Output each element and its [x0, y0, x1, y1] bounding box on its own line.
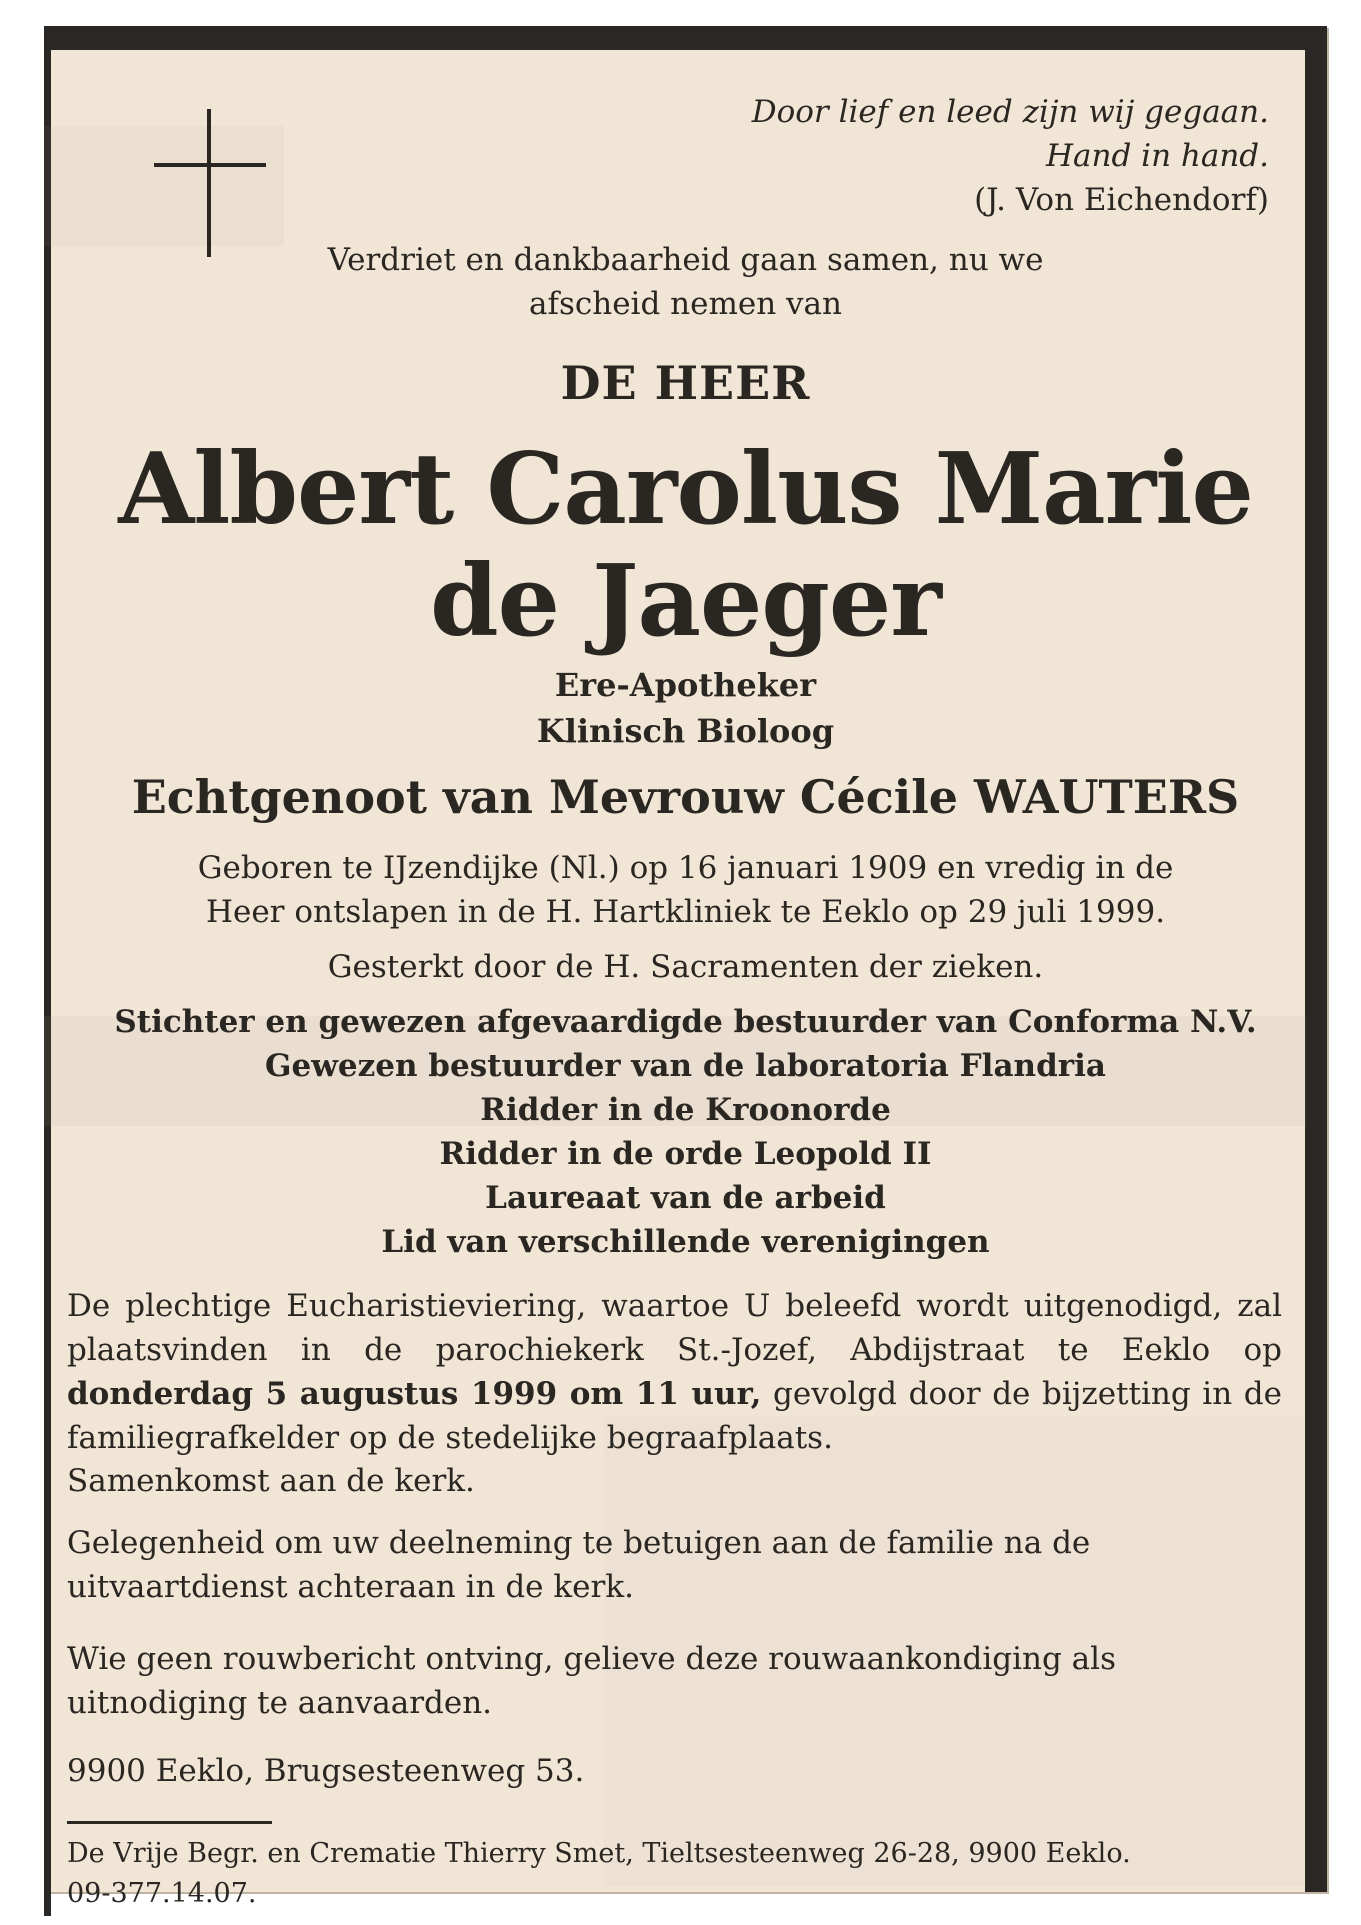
- honor-item: Laureaat van de arbeid: [485, 1180, 886, 1216]
- honor-item: Ridder in de Kroonorde: [480, 1092, 891, 1128]
- spouse-line: Echtgenoot van Mevrouw Cécile WAUTERS: [131, 770, 1240, 824]
- cross-icon: [134, 81, 254, 251]
- sacraments-text: Gesterkt door de H. Sacramenten der zieken.: [327, 949, 1044, 985]
- honor-item: Ridder in de orde Leopold II: [439, 1136, 932, 1172]
- meeting-text: Samenkomst aan de kerk.: [67, 1463, 475, 1499]
- verse-author: (J. Von Eichendorf): [974, 182, 1269, 218]
- honor-item: Lid van verschillende verenigingen: [381, 1224, 990, 1260]
- intro-text: Verdriet en dankbaarheid gaan samen, nu we afscheid nemen van: [327, 242, 1044, 322]
- invitation-text: Wie geen rouwbericht ontving, gelieve deze rouwaankondiging als uitnodiging te aanvaarden.: [67, 1641, 1116, 1721]
- birth-death-text: Geboren te IJzendijke (Nl.) op 16 januari 1909 en vredig in de Heer ontslapen in de H. Hartkliniek te Eeklo op 29 juli 1999.: [197, 850, 1174, 930]
- obituary-notice: [44, 26, 1327, 1909]
- title-line: Klinisch Bioloog: [536, 712, 835, 750]
- funeral-home-info: De Vrije Begr. en Crematie Thierry Smet, Tieltsesteenweg 26-28, 9900 Eeklo. 09-377.14.07.: [67, 1838, 1131, 1909]
- honors-list: [44, 1000, 1327, 1264]
- title-line: Ere-Apotheker: [554, 666, 817, 704]
- condolence-text: Gelegenheid om uw deelneming te betuigen aan de familie na de uitvaartdienst achteraan in de kerk.: [67, 1525, 1091, 1605]
- honor-item: Stichter en gewezen afgevaardigde bestuurder van Conforma N.V.: [114, 1004, 1257, 1040]
- ceremony-datetime: donderdag 5 augustus 1999 om 11 uur,: [67, 1376, 762, 1412]
- ceremony-paragraph: De plechtige Eucharistieviering, waartoe U beleefd wordt uitgenodigd, zal plaatsvinden in de parochiekerk St.-Jozef, Abdijstraat te Eeklo op donderdag 5 augustus 1999 om 11 uur, gevolgd door de bijzetting in de familiegrafkelder op de stedelijke begraafplaats.: [67, 1288, 1282, 1456]
- verse-line: Hand in hand.: [1045, 138, 1269, 174]
- divider: [67, 1821, 272, 1824]
- family-address: 9900 Eeklo, Brugsesteenweg 53.: [67, 1753, 585, 1789]
- professional-titles: [44, 662, 1327, 754]
- memorial-verse: [752, 90, 1269, 222]
- deceased-name: Albert Carolus Marie de Jaeger: [118, 432, 1253, 659]
- honorific: DE HEER: [560, 356, 811, 410]
- honor-item: Gewezen bestuurder van de laboratoria Flandria: [265, 1048, 1106, 1084]
- verse-line: Door lief en leed zijn wij gegaan.: [751, 94, 1269, 130]
